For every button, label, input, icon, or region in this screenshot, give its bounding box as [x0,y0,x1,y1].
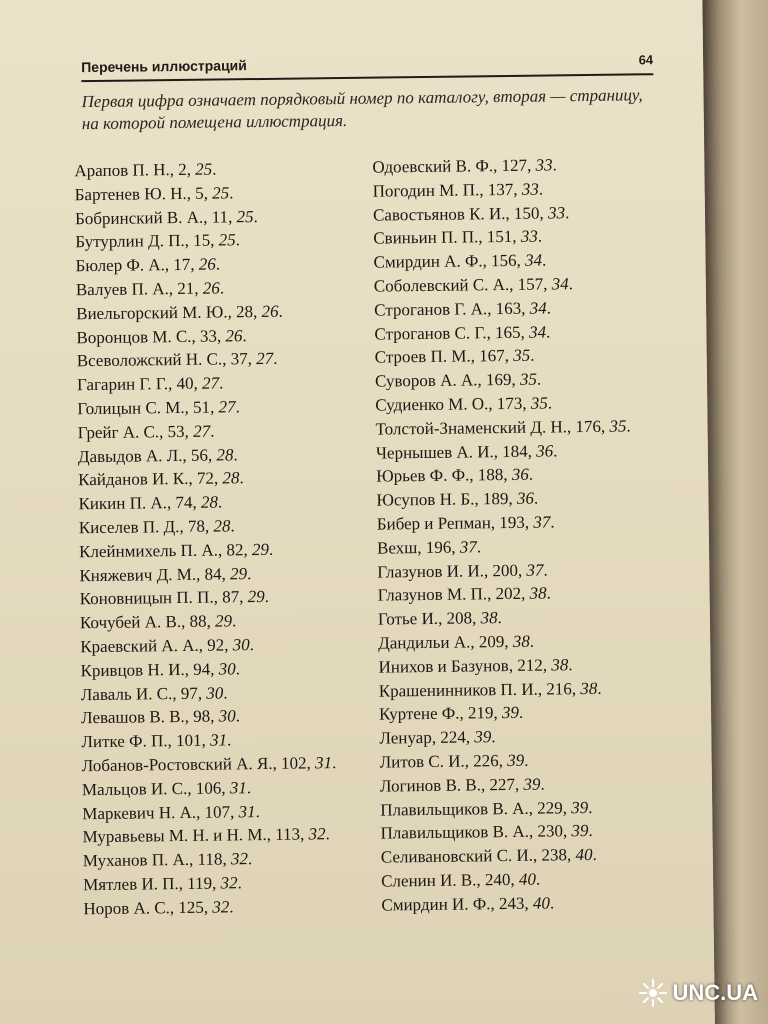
entry-period: . [546,583,551,603]
entry-period: . [543,560,548,580]
entry-name: Кайданов И. К., 72, [78,468,223,490]
entry-name: Всеволожский Н. С., 37, [76,349,257,371]
entry-name: Инихов и Базунов, 212, [378,655,552,677]
entry-page: 34 [529,298,547,318]
entry-name: Юсупов Н. Б., 189, [376,489,518,510]
entry-name: Бартенев Ю. Н., 5, [74,183,213,205]
entry-name: Воронцов М. С., 33, [76,326,226,347]
entry-name: Муханов П. А., 118, [82,849,232,871]
entry-name: Погодин М. П., 137, [372,179,522,201]
entry-period: . [549,893,555,913]
entry-period: . [223,682,228,703]
entry-page: 39 [501,703,520,723]
entry-name: Валуев П. А., 21, [75,278,203,300]
entry-page: 28 [216,444,234,465]
entry-name: Арапов П. Н., 2, [74,159,196,181]
entry-name: Левашов В. В., 98, [81,706,219,728]
entry-period: . [588,821,593,841]
entry-period: . [210,421,215,441]
entry-page: 25 [212,183,230,203]
entry-name: Муравьевы М. Н. и Н. М., 113, [82,824,309,847]
entry-name: Юрьев Ф. Ф., 188, [376,465,512,486]
entry-period: . [219,278,225,298]
entry-page: 33 [520,227,538,247]
entry-page: 32 [230,849,249,869]
entry-period: . [264,587,270,607]
entry-page: 30 [218,706,236,726]
intro-note: Первая цифра означает порядковый номер по каталогу, вторая — страницу, на которой помещена иллюстрация. [81,85,643,134]
entry-page: 36 [511,465,529,485]
entry-name: Готье И., 208, [377,608,481,629]
entry-name: Плавильщиков В. А., 229, [380,797,572,820]
entry-name: Селивановский С. И., 238, [380,845,576,867]
entry-page: 39 [507,750,525,770]
entry-name: Савостьянов К. И., 150, [372,203,549,225]
entry-period: . [592,845,597,865]
entry-page: 37 [533,512,551,532]
entry-period: . [249,635,255,655]
header-rule [81,73,653,82]
entry-page: 30 [218,659,236,679]
entry-name: Логинов В. В., 227, [379,774,524,796]
entry-name: Давыдов А. Л., 56, [77,445,217,466]
entry-name: Глазунов И. И., 200, [377,560,527,582]
entry-period: . [518,703,524,723]
entry-name: Строев П. М., 167, [374,346,514,367]
entry-page: 26 [198,254,216,274]
entry-page: 39 [571,797,589,817]
entry-name: Крашенинников П. И., 216, [378,678,581,701]
entry-name: Княжевич Д. М., 84, [79,563,231,585]
entry-name: Бюлер Ф. А., 17, [75,254,199,276]
entry-name: Кикин П. А., 74, [78,492,202,514]
entry-name: Коновницын П. П., 87, [79,587,248,609]
entry-period: . [212,159,217,179]
entry-name: Чернышев А. И., 184, [375,441,537,463]
watermark-text: UNC.UA [672,980,758,1005]
entry-page: 28 [200,492,219,512]
entry-name: Судиенко М. О., 173, [375,393,531,415]
entry-name: Маркевич Н. А., 107, [82,801,239,823]
entry-period: . [528,465,534,485]
entry-page: 38 [480,608,498,628]
entry-name: Киселев П. Д., 78, [78,516,214,538]
entry-period: . [268,539,274,559]
entry-page: 25 [195,159,213,179]
entry-period: . [247,849,253,869]
page-header [81,46,653,85]
left-column [74,155,403,920]
entry-page: 31 [238,801,256,821]
entry-period: . [524,750,529,770]
entry-page: 37 [526,560,544,580]
entry-period: . [550,512,555,532]
entry-page: 40 [518,869,537,889]
entry-page: 34 [528,322,547,342]
entry-period: . [568,654,573,675]
entry-name: Ленуар, 224, [379,727,475,748]
entry-name: Кривцов Н. И., 94, [80,659,219,680]
entry-name: Бибер и Репман, 193, [376,512,534,534]
entry-name: Суворов А. А., 169, [374,370,521,391]
entry-period: . [540,774,545,794]
entry-period: . [626,416,631,436]
entry-period: . [497,608,502,628]
page-number: 64 [638,52,654,68]
entry-page: 31 [314,753,333,773]
list-item [381,889,701,917]
entry-page: 34 [524,250,543,270]
entry-page: 36 [536,441,554,461]
entry-page: 32 [220,873,238,893]
entry-period: . [564,202,570,222]
entry-page: 33 [521,179,539,199]
entry-period: . [255,801,260,821]
entry-period: . [552,155,557,175]
entry-period: . [237,873,242,893]
entry-name: Мальцов И. С., 106, [81,778,230,799]
entry-page: 39 [571,821,589,841]
entry-page: 28 [213,516,231,536]
entry-page: 28 [222,468,240,488]
entry-name: Мятлев И. П., 119, [83,873,221,895]
entry-name: Лобанов-Ростовский А. Я., 102, [81,753,316,776]
entry-name: Плавильщиков В. А., 230, [380,821,572,843]
entry-period: . [229,897,234,917]
running-head: Перечень иллюстраций [81,57,247,76]
entry-period: . [537,226,543,247]
entry-name: Куртене Ф., 219, [378,703,503,724]
entry-name: Клейнмихель П. А., 82, [78,539,253,561]
entry-period: . [246,777,252,797]
entry-name: Сленин И. В., 240, [381,869,520,891]
entry-page: 35 [519,369,538,390]
entry-period: . [546,298,552,318]
entry-period: . [533,488,539,508]
entry-name: Одоевский В. Ф., 127, [372,155,536,177]
entry-name: Вехш, 196, [376,537,460,558]
watermark [638,978,758,1008]
entry-name: Голицын С. М., 51, [77,397,219,419]
entry-page: 38 [512,631,530,651]
entry-period: . [530,346,535,366]
entry-name: Смирдин А. Ф., 156, [373,250,526,272]
entry-name: Норов А. С., 125, [83,897,213,918]
entry-page: 40 [575,845,593,865]
entry-page: 31 [209,730,228,750]
entry-period: . [229,183,234,203]
entry-period: . [231,611,237,631]
entry-page: 33 [547,202,566,223]
entry-page: 27 [201,373,220,393]
entry-period: . [230,516,235,536]
entry-name: Строганов Г. А., 163, [374,298,530,320]
entry-name: Соболевский С. А., 157, [373,274,552,296]
entry-page: 33 [535,155,553,175]
entry-name: Виельгорский М. Ю., 28, [76,301,262,324]
entry-period: . [325,824,330,844]
entry-period: . [235,397,240,417]
entry-page: 26 [202,278,220,298]
entry-page: 35 [513,346,531,366]
entry-page: 35 [530,393,548,413]
sun-burst-icon [638,978,668,1008]
entry-name: Бобринский В. А., 11, [74,206,237,228]
entry-period: . [331,753,337,773]
entry-page: 38 [580,678,598,698]
entry-period: . [597,678,602,698]
entry-period: . [476,537,482,557]
entry-page: 36 [516,488,535,509]
entry-period: . [226,730,232,750]
entry-page: 27 [193,421,211,441]
entry-period: . [491,727,496,747]
entry-page: 34 [551,274,569,294]
entry-period: . [233,444,238,464]
entry-period: . [278,301,283,321]
entry-name: Дандильи А., 209, [378,631,513,653]
entry-period: . [273,349,278,369]
entry-page: 39 [474,727,492,747]
entry-period: . [218,373,224,393]
entry-name: Смирдин И. Ф., 243, [381,893,534,915]
entry-page: 25 [218,230,236,250]
entry-page: 39 [523,774,541,794]
entry-page: 38 [529,583,547,604]
entry-page: 29 [251,539,270,559]
entry-name: Лаваль И. С., 97, [80,683,207,704]
entry-period: . [536,369,542,389]
entry-page: 29 [247,587,265,607]
list-item [83,893,403,921]
entry-page: 35 [609,416,627,436]
entry-name: Бутурлин Д. П., 15, [75,230,219,252]
entry-period: . [588,797,593,817]
entry-period: . [547,393,553,413]
entry-page: 32 [308,824,326,844]
entry-name: Свиньин П. П., 151, [373,227,521,249]
entry-page: 32 [212,897,230,917]
entry-period: . [541,250,547,270]
entry-period: . [535,869,541,889]
entry-name: Краевский А. А., 92, [80,635,233,657]
entry-name: Гагарин Г. Г., 40, [76,373,203,395]
entry-page: 30 [232,635,250,655]
entry-period: . [538,179,544,199]
entry-name: Грейг А. С., 53, [77,421,194,443]
entry-page: 40 [532,893,551,913]
entry-name: Литке Ф. П., 101, [81,730,211,752]
entry-page: 37 [459,537,477,557]
entry-page: 27 [256,349,274,369]
entry-page: 38 [551,655,569,675]
entry-period: . [217,492,223,512]
entry-period: . [239,468,244,488]
entry-period: . [253,206,258,226]
entry-period: . [242,325,247,345]
entry-period: . [235,230,241,250]
entry-page: 27 [218,397,236,417]
entry-period: . [235,659,241,679]
entry-period: . [529,631,535,651]
entry-period: . [215,254,221,274]
entry-name: Толстой-Знаменский Д. Н., 176, [375,416,610,439]
entry-name: Кочубей А. В., 88, [79,611,216,633]
entry-period: . [553,440,558,461]
entry-page: 26 [261,301,279,321]
entry-page: 29 [214,611,233,631]
entry-period: . [246,563,252,583]
entry-page: 30 [206,683,224,703]
right-column [372,152,701,917]
entry-name: Строганов С. Г., 165, [374,322,530,344]
entry-name: Глазунов М. П., 202, [377,584,530,605]
entry-name: Литов С. И., 226, [379,750,508,772]
entry-page: 25 [236,206,254,226]
entry-page: 26 [225,325,243,346]
entry-page: 31 [229,777,247,798]
entry-period: . [235,706,241,726]
entry-period: . [545,322,551,342]
entry-period: . [568,274,574,294]
entry-page: 29 [229,563,248,583]
